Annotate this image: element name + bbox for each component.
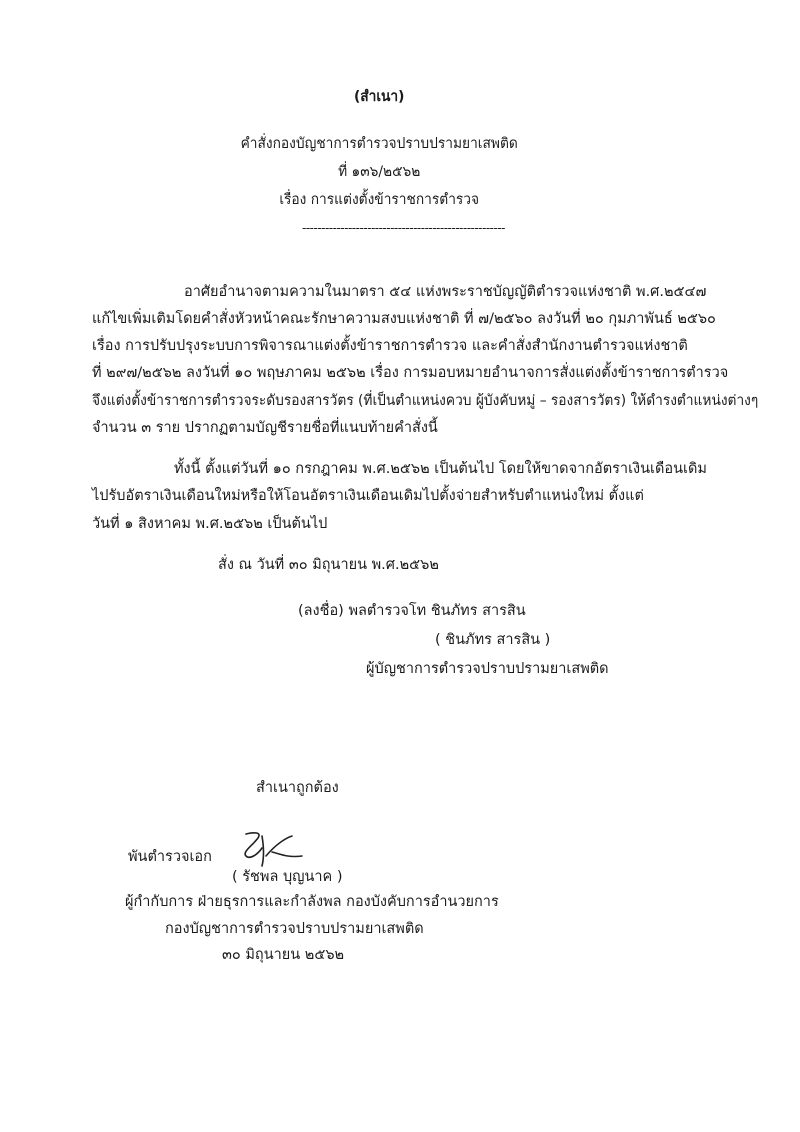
certifier-name: ( รัชพล บุญนาค )	[232, 869, 343, 885]
paragraph2-line3: วันที่ ๑ สิงหาคม พ.ศ.๒๕๖๒ เป็นต้นไป	[92, 516, 328, 532]
paragraph2-line2: ไปรับอัตราเงินเดือนใหม่หรือให้โอนอัตราเงินเดือนเดิมไปตั้งจ่ายสำหรับตำแหน่งใหม่ ตั้งแต่	[92, 488, 644, 504]
certifier-position-line2: กองบัญชาการตำรวจปราบปรามยาเสพติด	[165, 921, 424, 937]
certifier-rank: พันตำรวจเอก	[128, 849, 212, 865]
order-subject: เรื่อง การแต่งตั้งข้าราชการตำรวจ	[279, 192, 480, 208]
separator-line: -----------------------------------------------------	[302, 222, 505, 234]
paragraph1-line2: แก้ไขเพิ่มเติมโดยคำสั่งหัวหน้าคณะรักษาความสงบแห่งชาติ ที่ ๗/๒๕๖๐ ลงวันที่ ๒๐ กุมภาพันธ์ ๒๕๖๐	[92, 311, 716, 327]
paragraph1-line6: จำนวน ๓ ราย ปรากฏตามบัญชีรายชื่อที่แนบท้ายคำสั่งนี้	[92, 420, 438, 436]
signatory-name: ( ชินภัทร สารสิน )	[435, 632, 551, 648]
copy-mark: (สำเนา)	[353, 89, 405, 105]
paragraph1-line4: ที่ ๒๙๗/๒๕๖๒ ลงวันที่ ๑๐ พฤษภาคม ๒๕๖๒ เรื่อง การมอบหมายอำนาจการสั่งแต่งตั้งข้าราชการตำรวจ	[92, 365, 729, 381]
certified-copy-label: สำเนาถูกต้อง	[256, 780, 339, 796]
signatory-position: ผู้บัญชาการตำรวจปราบปรามยาเสพติด	[366, 661, 609, 677]
order-number: ที่ ๑๓๖/๒๕๖๒	[338, 164, 421, 180]
signed-line: (ลงชื่อ) พลตำรวจโท ชินภัทร สารสิน	[298, 603, 526, 619]
ordered-date: สั่ง ณ วันที่ ๓๐ มิถุนายน พ.ศ.๒๕๖๒	[218, 557, 439, 573]
paragraph1-line1: อาศัยอำนาจตามความในมาตรา ๕๔ แห่งพระราชบัญญัติตำรวจแห่งชาติ พ.ศ.๒๕๔๗	[184, 284, 707, 300]
order-title: คำสั่งกองบัญชาการตำรวจปราบปรามยาเสพติด	[240, 136, 518, 152]
paragraph1-line3: เรื่อง การปรับปรุงระบบการพิจารณาแต่งตั้งข้าราชการตำรวจ และคำสั่งสำนักงานตำรวจแห่งชาติ	[92, 338, 688, 354]
paragraph2-line1: ทั้งนี้ ตั้งแต่วันที่ ๑๐ กรกฎาคม พ.ศ.๒๕๖๒ เป็นต้นไป โดยให้ขาดจากอัตราเงินเดือนเดิม	[174, 461, 707, 477]
certification-date: ๓๐ มิถุนายน ๒๕๖๒	[222, 947, 345, 963]
certifier-position-line1: ผู้กำกับการ ฝ่ายธุรการและกำลังพล กองบังคับการอำนวยการ	[125, 894, 499, 910]
paragraph1-line5: จึงแต่งตั้งข้าราชการตำรวจระดับรองสารวัตร (ที่เป็นตำแหน่งควบ ผู้บังคับหมู่ – รองสารวัตร) ให้ดำรงตำแหน่งต่างๆ	[92, 393, 759, 409]
